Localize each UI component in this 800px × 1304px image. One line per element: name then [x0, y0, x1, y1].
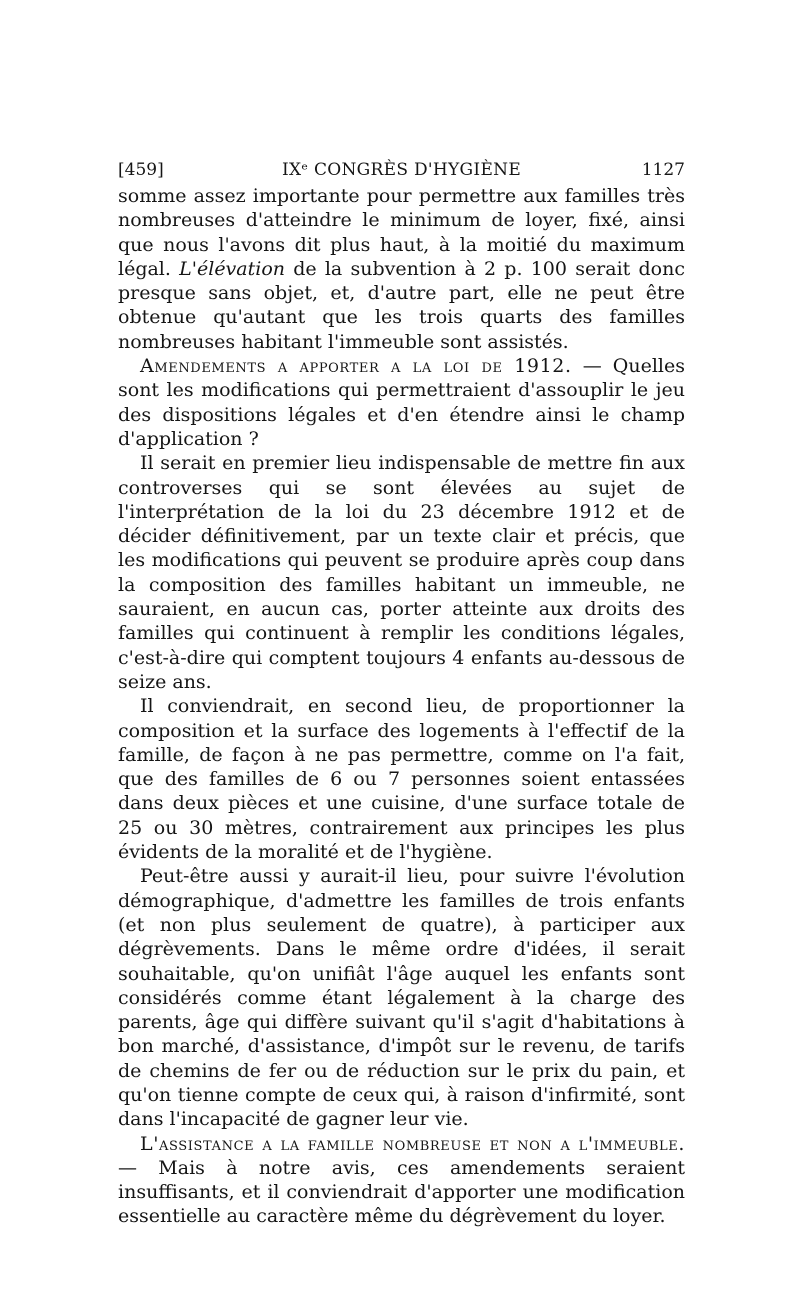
section-heading: Amendements a apporter a la loi de 1912.: [140, 355, 572, 378]
paragraph-text: — Quelles sont les modifications qui permettraient d'assouplir le jeu des dispositions légales et d'en étendre ainsi le champ d'application ?: [118, 355, 685, 450]
page-reference: [459]: [118, 160, 164, 180]
paragraph: Il serait en premier lieu indispensable de mettre fin aux controverses qui se sont élevées au sujet de l'interprétation de la loi du 23 décembre 1912 et de décider définitivement, par un texte clair et précis, que les modifications qui peuvent se produire après coup dans la composition des familles habitant un immeuble, ne sauraient, en aucun cas, porter atteinte aux droits des familles qui continuent à remplir les conditions légales, c'est-à-dire qui comptent toujours 4 enfants au-dessous de seize ans.: [118, 452, 685, 693]
body-text: [118, 184, 685, 1229]
paragraph: Peut-être aussi y aurait-il lieu, pour suivre l'évolution démographique, d'admettre les familles de trois enfants (et non plus seulement de quatre), à participer aux dégrèvements. Dans le même ordre d'idées, il serait souhaitable, qu'on unifiât l'âge auquel les enfants sont considérés comme étant légalement à la charge des parents, âge qui diffère suivant qu'il s'agit d'habitations à bon marché, d'assistance, d'impôt sur le revenu, de tarifs de chemins de fer ou de réduction sur le prix du pain, et qu'on tienne compte de ceux qui, à raison d'infirmité, sont dans l'incapacité de gagner leur vie.: [118, 865, 685, 1131]
paragraph-text: somme assez importante pour permettre aux familles très nombreuses d'atteindre le minimum de loyer, fixé, ainsi que nous l'avons dit plus haut, à la moitié du maximum légal.: [118, 185, 685, 280]
running-head: [118, 158, 685, 182]
running-title: IXᵉ CONGRÈS D'HYGIÈNE: [281, 160, 522, 180]
paragraph-assistance: [118, 1132, 685, 1229]
paragraph-continuation: [118, 184, 685, 354]
paragraph-text: de la subvention à 2 p. 100 serait donc presque sans objet, et, d'autre part, elle ne peut être obtenue qu'autant que les trois quarts des familles nombreuses habitant l'immeuble sont assistés.: [118, 257, 686, 353]
paragraph-amendements: [118, 354, 685, 451]
italic-phrase: L'élévation: [179, 257, 286, 280]
section-heading: L'assistance a la famille nombreuse et non a l'immeuble.: [140, 1132, 685, 1155]
paragraph-text: — Mais à notre avis, ces amendements seraient insuffisants, et il conviendrait d'apporter une modification essentielle au caractère même du dégrèvement du loyer.: [118, 1156, 685, 1228]
page-number: 1127: [641, 160, 685, 180]
paragraph: Il conviendrait, en second lieu, de proportionner la composition et la surface des logements à l'effectif de la famille, de façon à ne pas permettre, comme on l'a fait, que des familles de 6 ou 7 personnes soient entassées dans deux pièces et une cuisine, d'une surface totale de 25 ou 30 mètres, contrairement aux principes les plus évidents de la moralité et de l'hygiène.: [118, 695, 685, 864]
